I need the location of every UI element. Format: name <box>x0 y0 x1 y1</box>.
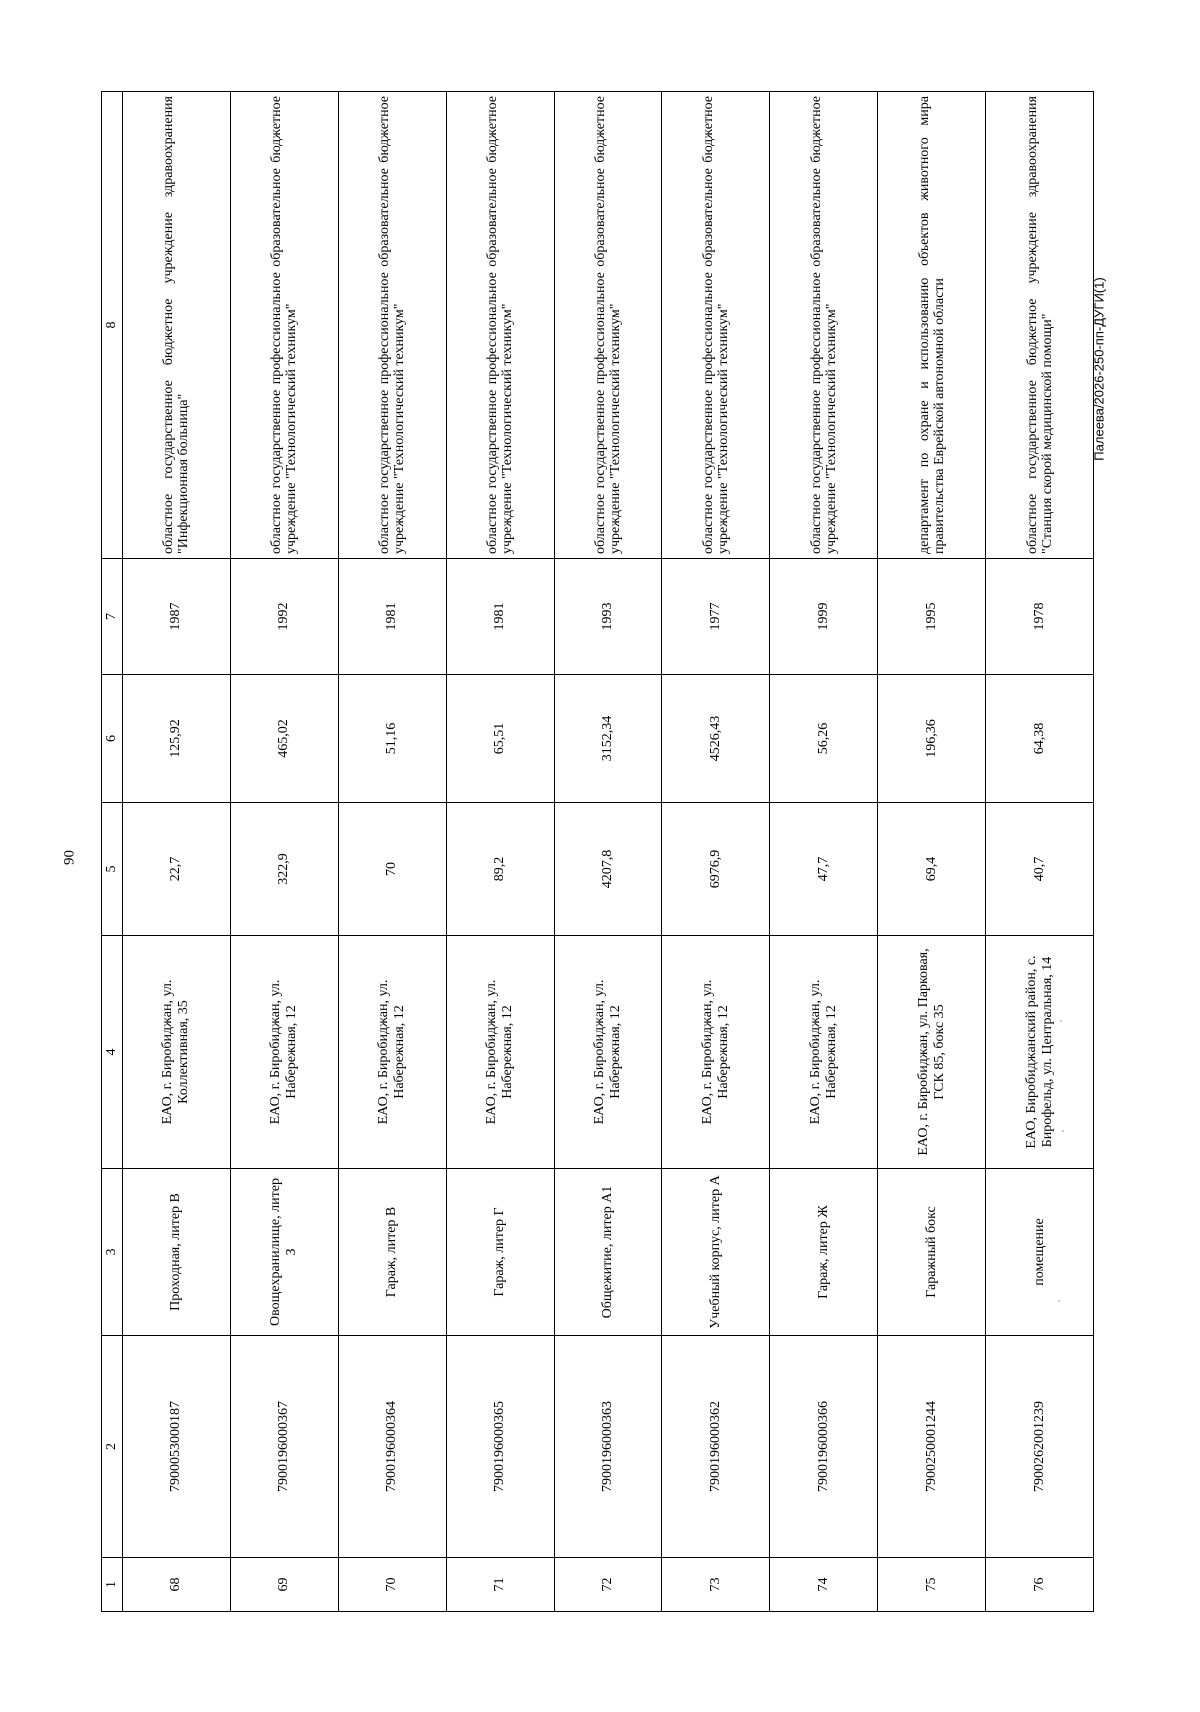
cell-holder <box>770 92 878 559</box>
column-header-6: 6 <box>102 675 123 803</box>
cell-year-built: 1992 <box>230 559 338 675</box>
cell-year-built: 1981 <box>338 559 446 675</box>
cell-row-number: 72 <box>554 1558 662 1612</box>
document-id-footer: Палеева/2026-250-пп-ДУГИ(1) <box>1091 277 1107 461</box>
cell-book-value: 465,02 <box>230 675 338 803</box>
cell-address: ЕАО, г. Биробиджан, ул. Набережная, 12 <box>554 936 662 1169</box>
scan-artifact <box>1060 1020 1062 1022</box>
cell-book-value: 125,92 <box>123 675 231 803</box>
holder-text: областное государственное профессиональное образовательное бюджетное учреждение "Технологический техникум" <box>377 96 408 554</box>
cell-address: ЕАО, г. Биробиджан, ул. Коллективная, 35 <box>123 936 231 1169</box>
cell-cadastral-number: 7900196000367 <box>230 1336 338 1558</box>
cell-object-name: помещение <box>986 1169 1094 1336</box>
table-row <box>770 92 878 1612</box>
cell-book-value: 196,36 <box>878 675 986 803</box>
scan-artifact <box>1058 1300 1060 1302</box>
cell-cadastral-number: 7900196000364 <box>338 1336 446 1558</box>
cell-cadastral-number: 7900196000365 <box>446 1336 554 1558</box>
header-row <box>102 92 123 1612</box>
cell-year-built: 1993 <box>554 559 662 675</box>
table-row <box>878 92 986 1612</box>
column-header-1: 1 <box>102 1558 123 1612</box>
cell-book-value: 56,26 <box>770 675 878 803</box>
holder-text: областное государственное профессиональное образовательное бюджетное учреждение "Технологический техникум" <box>269 96 300 554</box>
column-header-3: 3 <box>102 1169 123 1336</box>
table-header <box>102 92 123 1612</box>
cell-book-value: 3152,34 <box>554 675 662 803</box>
cell-area: 47,7 <box>770 803 878 936</box>
column-header-2: 2 <box>102 1336 123 1558</box>
cell-area: 70 <box>338 803 446 936</box>
holder-text: областное государственное профессиональное образовательное бюджетное учреждение "Технологический техникум" <box>485 96 516 554</box>
holder-text: областное государственное бюджетное учреждение здравоохранения "Инфекционная больница" <box>161 96 192 554</box>
cell-address: ЕАО, г. Биробиджан, ул. Парковая, ГСК 85, бокс 35 <box>878 936 986 1169</box>
cell-book-value: 65,51 <box>446 675 554 803</box>
cell-year-built: 1999 <box>770 559 878 675</box>
cell-year-built: 1995 <box>878 559 986 675</box>
property-registry-table <box>101 91 1094 1612</box>
cell-holder <box>446 92 554 559</box>
table-row <box>662 92 770 1612</box>
cell-holder <box>986 92 1094 559</box>
cell-row-number: 71 <box>446 1558 554 1612</box>
page-number: 90 <box>61 850 78 865</box>
holder-text: областное государственное бюджетное учреждение здравоохранения "Станция скорой медицинской помощи" <box>1024 96 1055 554</box>
column-header-5: 5 <box>102 803 123 936</box>
cell-holder <box>878 92 986 559</box>
cell-area: 6976,9 <box>662 803 770 936</box>
table-row <box>338 92 446 1612</box>
cell-cadastral-number: 7900196000362 <box>662 1336 770 1558</box>
cell-row-number: 74 <box>770 1558 878 1612</box>
cell-object-name: Учебный корпус, литер А <box>662 1169 770 1336</box>
scan-artifact <box>1062 1130 1064 1132</box>
cell-row-number: 68 <box>123 1558 231 1612</box>
cell-area: 22,7 <box>123 803 231 936</box>
table-row <box>986 92 1094 1612</box>
table-row <box>554 92 662 1612</box>
cell-holder <box>230 92 338 559</box>
cell-row-number: 73 <box>662 1558 770 1612</box>
cell-row-number: 75 <box>878 1558 986 1612</box>
table-row <box>446 92 554 1612</box>
cell-area: 69,4 <box>878 803 986 936</box>
cell-book-value: 64,38 <box>986 675 1094 803</box>
holder-text: областное государственное профессиональное образовательное бюджетное учреждение "Технологический техникум" <box>592 96 623 554</box>
cell-object-name: Гараж, литер Ж <box>770 1169 878 1336</box>
cell-address: ЕАО, г. Биробиджан, ул. Набережная, 12 <box>662 936 770 1169</box>
cell-area: 322,9 <box>230 803 338 936</box>
column-header-7: 7 <box>102 559 123 675</box>
cell-book-value: 51,16 <box>338 675 446 803</box>
cell-address: ЕАО, г. Биробиджан, ул. Набережная, 12 <box>446 936 554 1169</box>
cell-holder <box>123 92 231 559</box>
cell-book-value: 4526,43 <box>662 675 770 803</box>
cell-year-built: 1987 <box>123 559 231 675</box>
holder-text: департамент по охране и использованию объектов животного мира правительства Еврейской автономной области <box>916 96 947 554</box>
cell-object-name: Общежитие, литер А1 <box>554 1169 662 1336</box>
cell-cadastral-number: 7900196000366 <box>770 1336 878 1558</box>
cell-cadastral-number: 7900250001244 <box>878 1336 986 1558</box>
cell-year-built: 1977 <box>662 559 770 675</box>
cell-object-name: Гараж, литер В <box>338 1169 446 1336</box>
cell-area: 40,7 <box>986 803 1094 936</box>
cell-cadastral-number: 7900053000187 <box>123 1336 231 1558</box>
cell-address: ЕАО, г. Биробиджан, ул. Набережная, 12 <box>230 936 338 1169</box>
cell-area: 89,2 <box>446 803 554 936</box>
cell-year-built: 1978 <box>986 559 1094 675</box>
holder-text: областное государственное профессиональное образовательное бюджетное учреждение "Технологический техникум" <box>700 96 731 554</box>
table-row <box>230 92 338 1612</box>
table-row <box>123 92 231 1612</box>
cell-cadastral-number: 7900262001239 <box>986 1336 1094 1558</box>
cell-object-name: Проходная, литер В <box>123 1169 231 1336</box>
cell-object-name: Овощехранилище, литер З <box>230 1169 338 1336</box>
table-body <box>123 92 1094 1612</box>
cell-address: ЕАО, г. Биробиджан, ул. Набережная, 12 <box>338 936 446 1169</box>
column-header-4: 4 <box>102 936 123 1169</box>
cell-holder <box>662 92 770 559</box>
cell-year-built: 1981 <box>446 559 554 675</box>
cell-row-number: 69 <box>230 1558 338 1612</box>
cell-row-number: 76 <box>986 1558 1094 1612</box>
column-header-8: 8 <box>102 92 123 559</box>
cell-cadastral-number: 7900196000363 <box>554 1336 662 1558</box>
cell-object-name: Гаражный бокс <box>878 1169 986 1336</box>
cell-address: ЕАО, Биробиджанский район, с. Бирофельд, ул. Центральная, 14 <box>986 936 1094 1169</box>
cell-holder <box>554 92 662 559</box>
cell-object-name: Гараж, литер Г <box>446 1169 554 1336</box>
cell-address: ЕАО, г. Биробиджан, ул. Набережная, 12 <box>770 936 878 1169</box>
holder-text: областное государственное профессиональное образовательное бюджетное учреждение "Технологический техникум" <box>808 96 839 554</box>
rotated-table-wrapper <box>101 92 1094 1612</box>
cell-row-number: 70 <box>338 1558 446 1612</box>
cell-area: 4207,8 <box>554 803 662 936</box>
cell-holder <box>338 92 446 559</box>
